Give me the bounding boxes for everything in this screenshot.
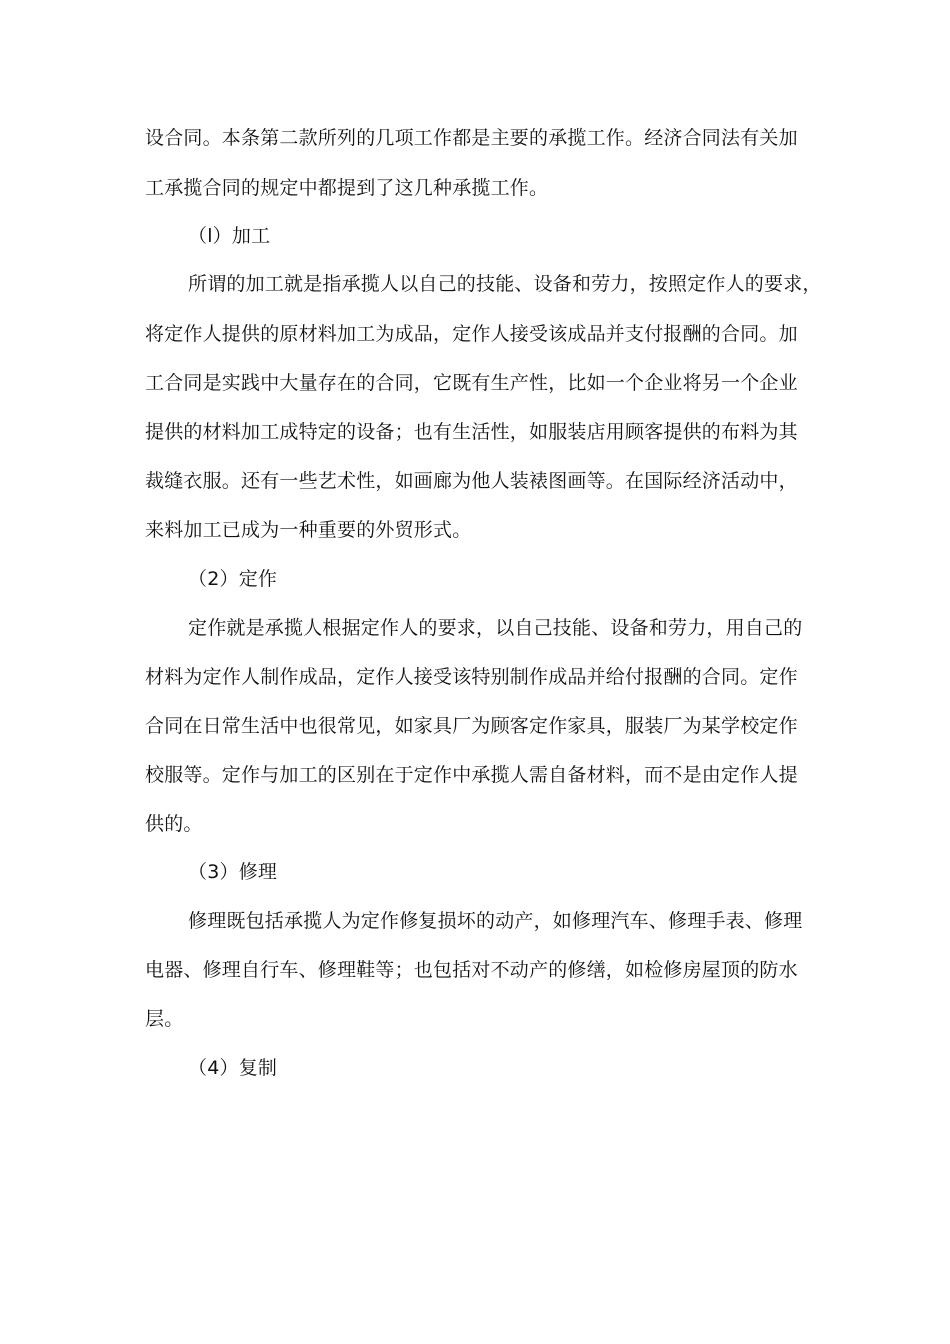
paragraph-line: 合同在日常生活中也很常见，如家具厂为顾客定作家具，服装厂为某学校定作 [145,715,798,737]
paragraph-line: 工承揽合同的规定中都提到了这几种承揽工作。 [145,177,549,199]
paragraph-line: 设合同。本条第二款所列的几项工作都是主要的承揽工作。经济合同法有关加 [145,127,798,149]
paragraph-line: 定作就是承揽人根据定作人的要求，以自己技能、设备和劳力，用自己的 [188,617,803,639]
paragraph-line: 裁缝衣服。还有一些艺术性，如画廊为他人装裱图画等。在国际经济活动中， [145,470,798,492]
paragraph-line: 所谓的加工就是指承揽人以自己的技能、设备和劳力，按照定作人的要求， [188,273,822,295]
section-heading-copy: （4）复制 [188,1057,278,1079]
paragraph-line: 层。 [145,1008,184,1030]
paragraph-line: 将定作人提供的原材料加工为成品，定作人接受该成品并支付报酬的合同。加 [145,323,798,345]
paragraph-line: 材料为定作人制作成品，定作人接受该特别制作成品并给付报酬的合同。定作 [145,666,798,688]
paragraph-line: 校服等。定作与加工的区别在于定作中承揽人需自备材料，而不是由定作人提 [145,764,798,786]
section-heading-processing: （l）加工 [188,225,271,247]
section-heading-repair: （3）修理 [188,861,278,883]
paragraph-line: 电器、修理自行车、修理鞋等；也包括对不动产的修缮，如检修房屋顶的防水 [145,959,798,981]
paragraph-line: 修理既包括承揽人为定作修复损坏的动产，如修理汽车、修理手表、修理 [188,910,803,932]
paragraph-line: 来料加工已成为一种重要的外贸形式。 [145,519,472,541]
paragraph-line: 供的。 [145,813,203,835]
paragraph-line: 工合同是实践中大量存在的合同，它既有生产性，比如一个企业将另一个企业 [145,372,798,394]
section-heading-custom-made: （2）定作 [188,568,278,590]
paragraph-line: 提供的材料加工成特定的设备；也有生活性，如服装店用顾客提供的布料为其 [145,421,798,443]
